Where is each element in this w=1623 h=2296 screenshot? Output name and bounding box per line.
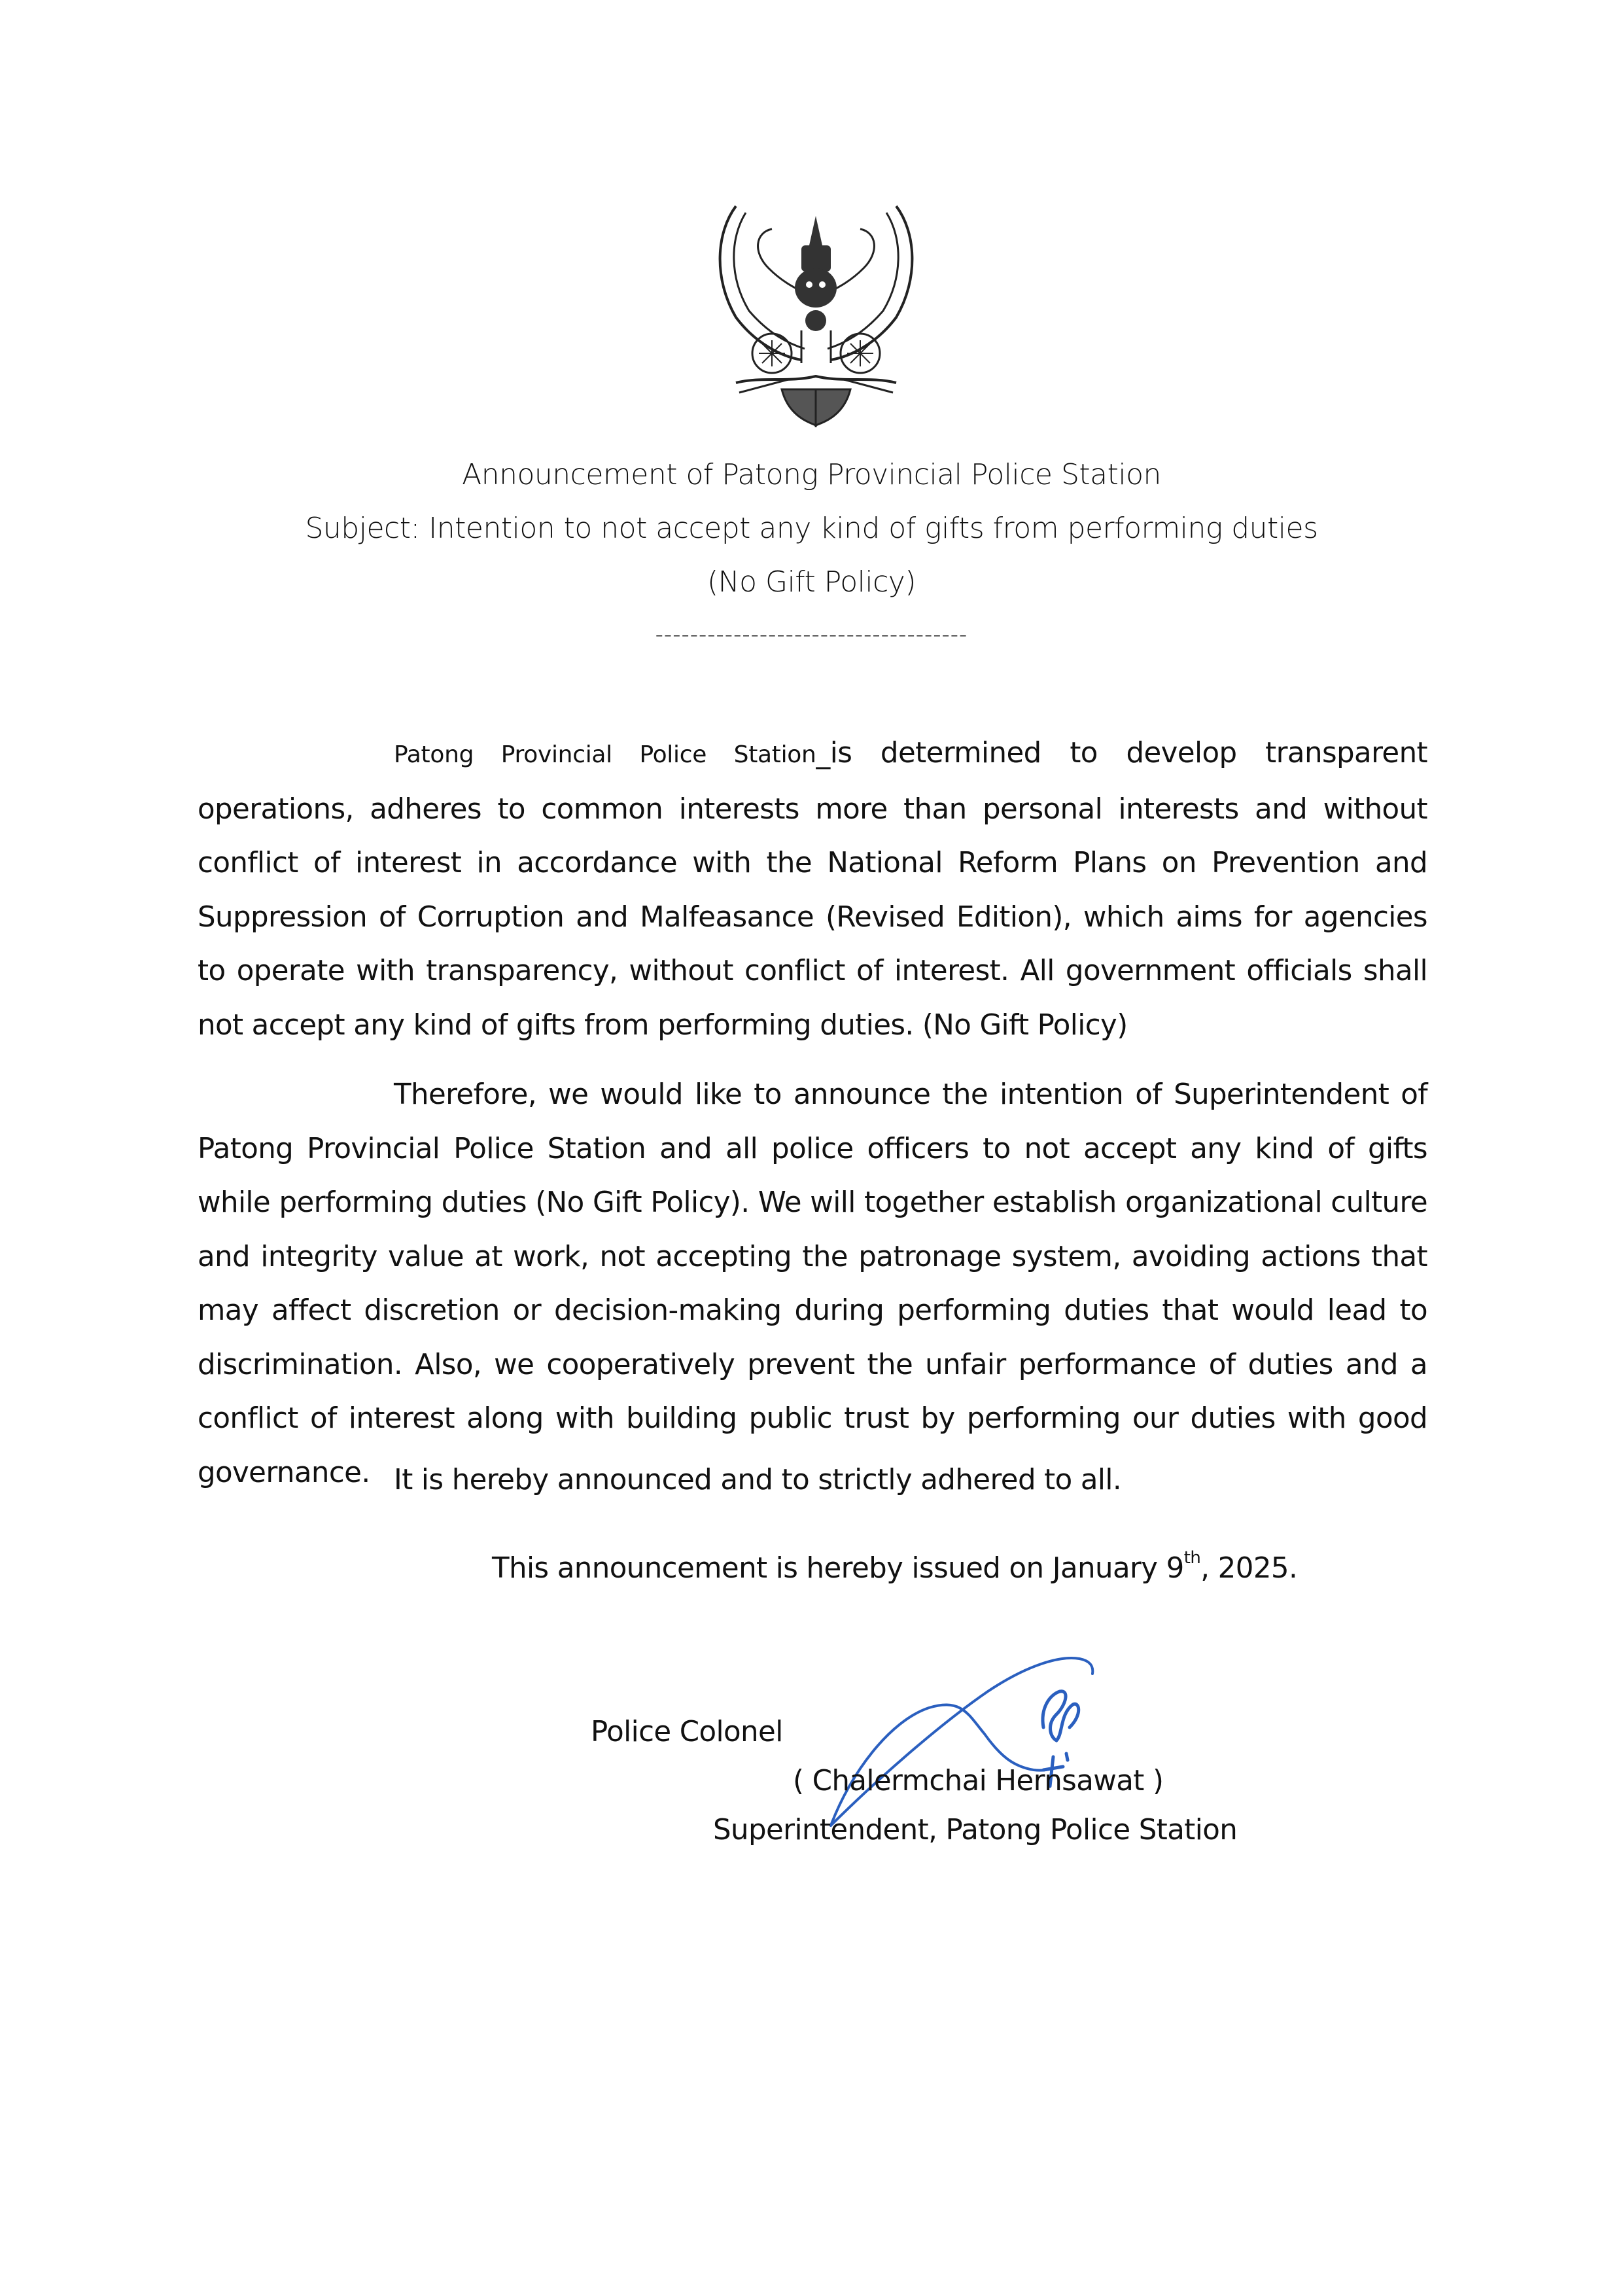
issue-date-line [492, 1548, 1298, 1585]
announcement-title: Announcement of Patong Provincial Police Station [462, 458, 1161, 491]
paragraph-intro [198, 726, 1427, 1052]
header-separator: ------------------------------------ [655, 622, 968, 648]
signatory-rank: Police Colonel [591, 1716, 783, 1748]
signature-icon [792, 1629, 1119, 1839]
paragraph-lead-in: Patong Provincial Police Station [394, 741, 816, 768]
paragraph-announcement: Therefore, we would like to announce the intention of Superintendent of Patong Provincial Police Station and all police officers to not accept any kind of gifts while performing duties (No Gift Policy). We will together establish organizational culture and integrity value at work, not accepting the patronage system, avoiding actions that may affect discretion or decision-making during performing duties that would lead to discrimination. Also, we cooperatively prevent the unfair performance of duties and a conflict of interest along with building public trust by performing our duties with good governance. [198, 1078, 1427, 1489]
signatory-name: ( Chalermchai Hernsawat ) [793, 1765, 1164, 1797]
policy-name: (No Gift Policy) [707, 565, 916, 599]
issue-date-suffix: , 2025. [1200, 1552, 1298, 1585]
signatory-title: Superintendent, Patong Police Station [713, 1814, 1238, 1846]
lead-in-underscore: _ [816, 737, 830, 769]
issue-date-prefix: This announcement is hereby issued on January 9 [492, 1552, 1184, 1585]
issue-date-ordinal: th [1183, 1548, 1201, 1568]
garuda-emblem-icon [710, 193, 922, 429]
closing-statement: It is hereby announced and to strictly adhered to all. [394, 1464, 1122, 1496]
paragraph-intro-text: is determined to develop transparent operations, adheres to common interests more than personal interests and without conflict of interest in accordance with the National Reform Plans on Prevention and Suppression of Corruption and Malfeasance (Revised Edition), which aims for agencies to operate with transparency, without conflict of interest. All government officials shall not accept any kind of gifts from performing duties. (No Gift Policy) [198, 737, 1427, 1042]
announcement-subject: Subject: Intention to not accept any kind of gifts from performing duties [305, 512, 1318, 545]
